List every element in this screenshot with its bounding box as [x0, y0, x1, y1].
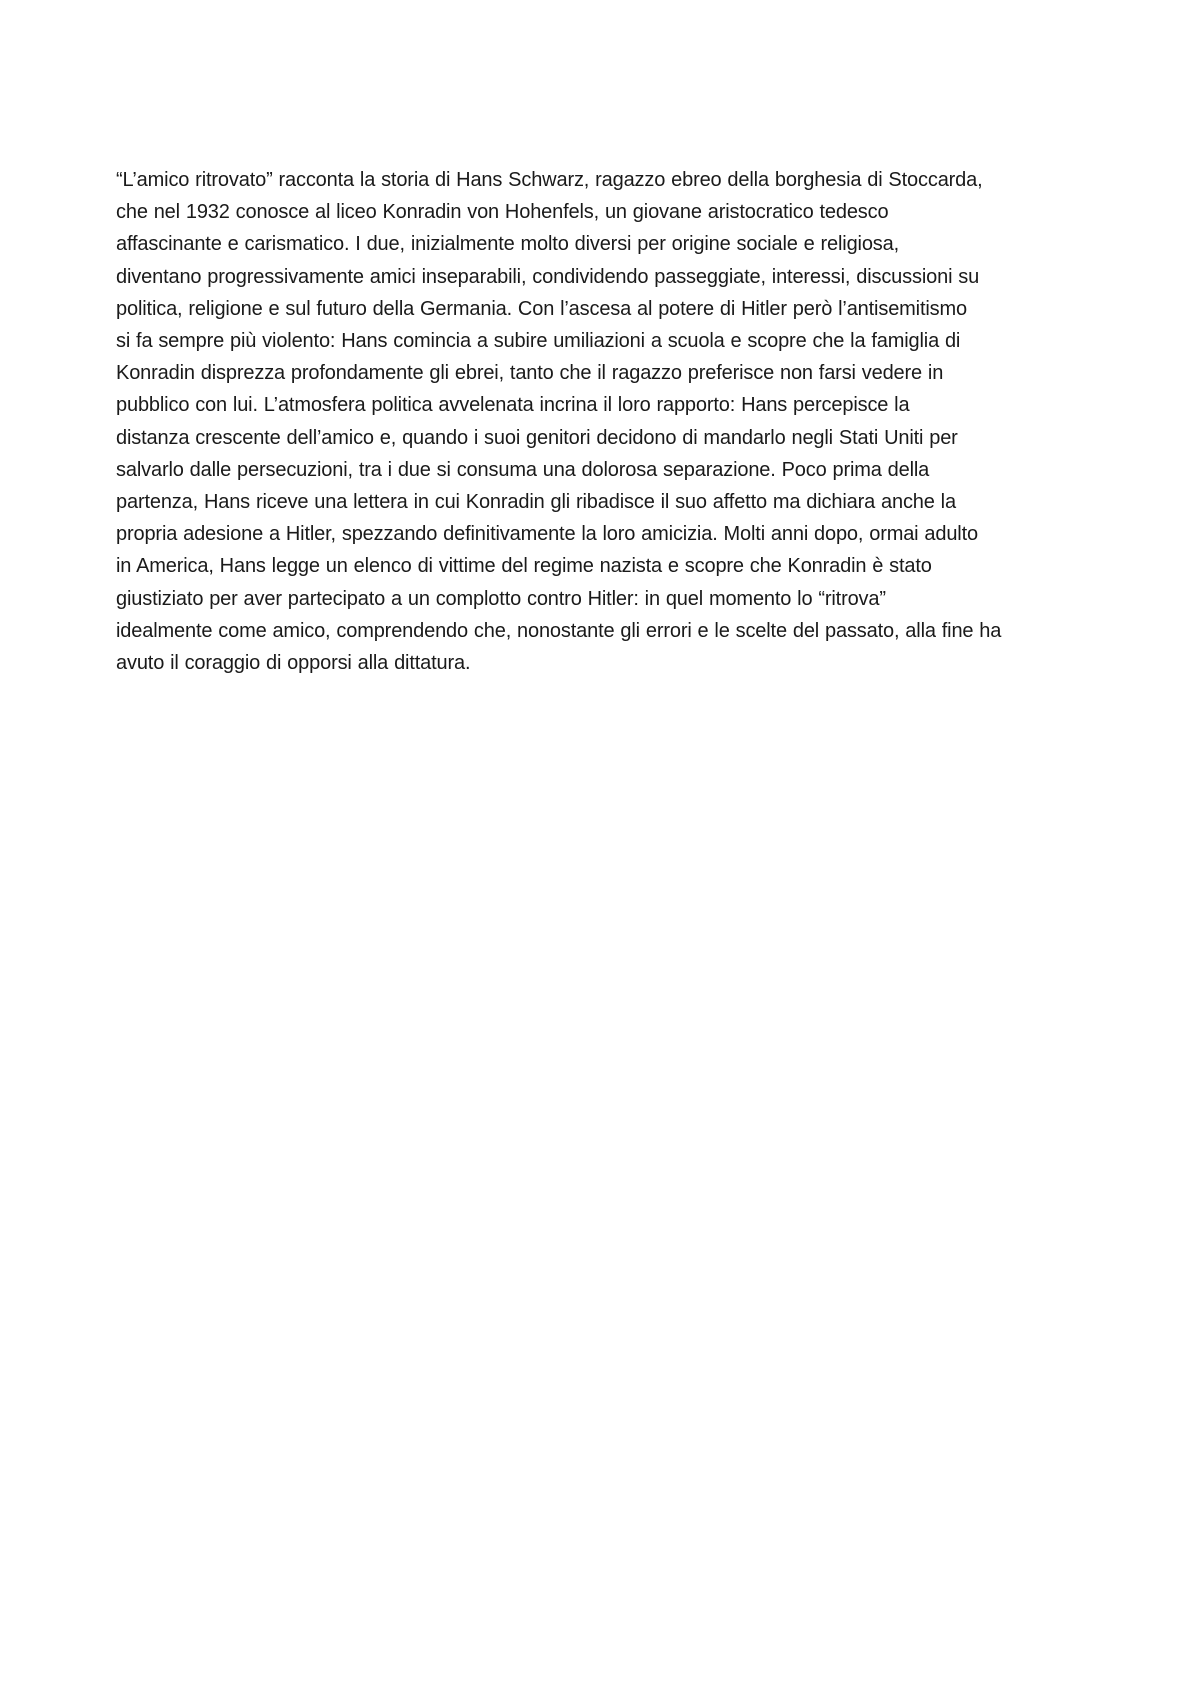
paragraph-line: avuto il coraggio di opporsi alla dittatura. [116, 652, 471, 675]
paragraph-line: giustiziato per aver partecipato a un complotto contro Hitler: in quel momento lo “ritrova” [116, 587, 886, 610]
paragraph-line: diventano progressivamente amici inseparabili, condividendo passeggiate, interessi, discussioni su [116, 265, 980, 288]
paragraph-line: distanza crescente dell’amico e, quando i suoi genitori decidono di mandarlo negli Stati Uniti per [116, 426, 958, 449]
paragraph-line: politica, religione e sul futuro della Germania. Con l’ascesa al potere di Hitler però l’antisemitismo [116, 297, 967, 320]
paragraph-line: propria adesione a Hitler, spezzando definitivamente la loro amicizia. Molti anni dopo, ormai adulto [116, 523, 978, 546]
paragraph-line: pubblico con lui. L’atmosfera politica avvelenata incrina il loro rapporto: Hans percepisce la [116, 394, 910, 417]
paragraph-line: salvarlo dalle persecuzioni, tra i due si consuma una dolorosa separazione. Poco prima della [116, 458, 930, 481]
paragraph-line: in America, Hans legge un elenco di vittime del regime nazista e scopre che Konradin è stato [116, 555, 932, 578]
paragraph-line: che nel 1932 conosce al liceo Konradin von Hohenfels, un giovane aristocratico tedesco [116, 201, 889, 224]
paragraph-line: “L’amico ritrovato” racconta la storia di Hans Schwarz, ragazzo ebreo della borghesia di Stoccarda, [116, 169, 983, 191]
paragraph-line: Konradin disprezza profondamente gli ebrei, tanto che il ragazzo preferisce non farsi vedere in [116, 362, 944, 385]
paragraph-line: partenza, Hans riceve una lettera in cui Konradin gli ribadisce il suo affetto ma dichiara anche la [116, 491, 956, 514]
body-paragraph [116, 164, 1096, 679]
paragraph-line: si fa sempre più violento: Hans comincia a subire umiliazioni a scuola e scopre che la famiglia di [116, 330, 961, 353]
paragraph-line: affascinante e carismatico. I due, inizialmente molto diversi per origine sociale e religiosa, [116, 233, 900, 256]
paragraph-line: idealmente come amico, comprendendo che, nonostante gli errori e le scelte del passato, alla fine ha [116, 619, 1002, 642]
